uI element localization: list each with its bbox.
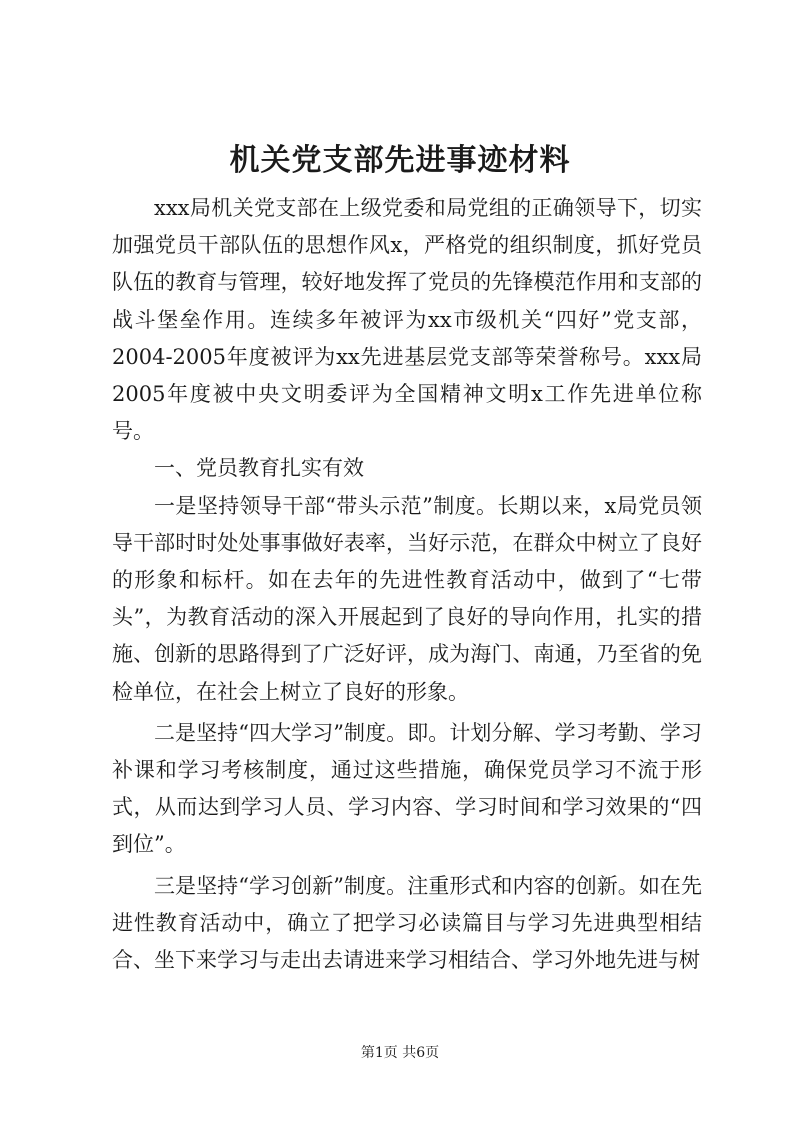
paragraph-leadership-example: 一是坚持领导干部“带头示范”制度。长期以来，x局党员领导干部时时处处事事做好表率，当好示范，在群众中树立了良好的形象和标杆。如在去年的先进性教育活动中，做到了“七带头”，为教育活动的深入开展起到了良好的导向作用，扎实的措施、创新的思路得到了广泛好评，成为海门、南通，乃至省的免检单位，在社会上树立了良好的形象。 bbox=[112, 493, 702, 704]
paragraph-intro: xxx局机关党支部在上级党委和局党组的正确领导下，切实加强党员干部队伍的思想作风x，严格党的组织制度，抓好党员队伍的教育与管理，较好地发挥了党员的先锋模范作用和支部的战斗堡垒作用。连续多年被评为xx市级机关“四好”党支部，2004-2005年度被评为xx先进基层党支部等荣誉称号。xxx局2005年度被中央文明委评为全国精神文明x工作先进单位称号。 bbox=[112, 196, 702, 444]
page-number-footer: 第1页 共6页 bbox=[360, 1045, 440, 1061]
section-heading-party-education: 一、党员教育扎实有效 bbox=[154, 456, 364, 481]
paragraph-four-study-system: 二是坚持“四大学习”制度。即。计划分解、学习考勤、学习补课和学习考核制度，通过这些措施，确保党员学习不流于形式，从而达到学习人员、学习内容、学习时间和学习效果的“四到位”。 bbox=[112, 720, 702, 857]
paragraph-study-innovation: 三是坚持“学习创新”制度。注重形式和内容的创新。如在先进性教育活动中，确立了把学习必读篇目与学习先进典型相结合、坐下来学习与走出去请进来学习相结合、学习外地先进与树 bbox=[112, 873, 702, 973]
document-body bbox=[112, 190, 702, 979]
document-title: 机关党支部先进事迹材料 bbox=[229, 143, 571, 178]
